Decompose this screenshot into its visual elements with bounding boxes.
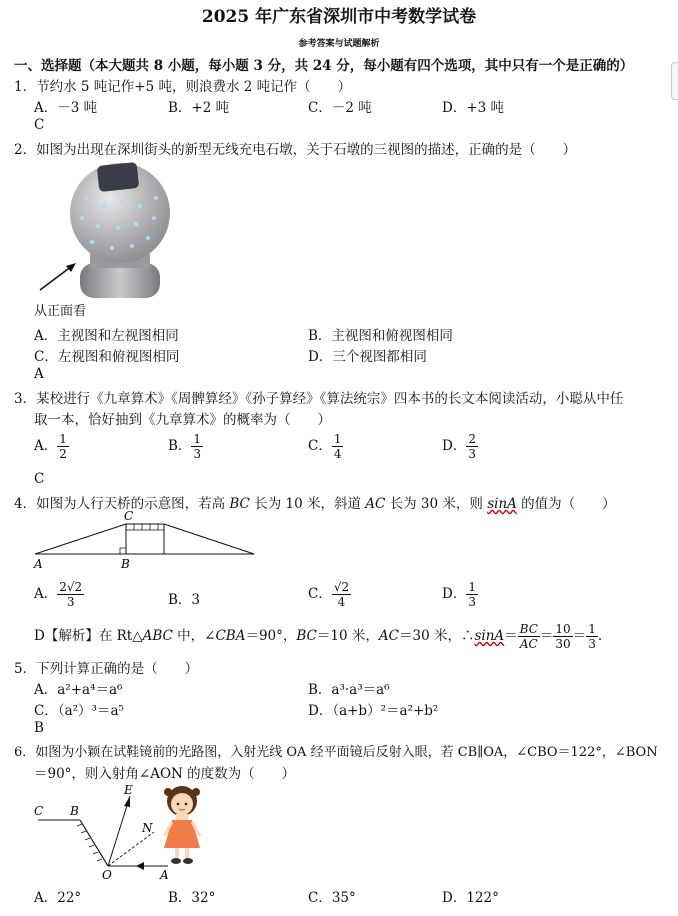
q2-caption: 从正面看: [34, 304, 87, 319]
q2-option-c: C．左视图和俯视图相同: [34, 349, 180, 365]
side-handle[interactable]: [671, 62, 678, 100]
question-3-stem-line1: 3．某校进行《九章算术》《周髀算经》《孙子算经》《算法统宗》四本书的长文本阅读活动，小聪从中任: [14, 391, 624, 407]
label-c2: C: [34, 804, 44, 818]
q4-option-b: B．3: [168, 592, 201, 608]
section-heading: 一、选择题（本大题共 8 小题，每小题 3 分，共 24 分，每小题有四个选项，其中只有一个是正确的）: [14, 58, 634, 74]
q2-option-d: D．三个视图都相同: [308, 349, 427, 365]
page-title: 2025 年广东省深圳市中考数学试卷: [201, 7, 477, 27]
label-e: E: [124, 783, 133, 797]
question-4-stem: 4．如图为人行天桥的示意图，若高 BC 长为 10 米，斜道 AC 长为 30 米，则 sinA 的值为（ ）: [14, 496, 616, 512]
q3-option-a: A． $\frac{1}{2}$: [34, 432, 67, 461]
q4-option-a: A． $\frac{2√2}{3}$: [34, 580, 83, 609]
question-2-stem: 2．如图为出现在深圳街头的新型无线充电石墩，关于石墩的三视图的描述，正确的是（ ）: [14, 142, 577, 158]
bridge-diagram: [30, 508, 260, 570]
q3-option-d: D． $\frac{2}{3}$: [442, 432, 476, 461]
label-o: O: [102, 868, 112, 882]
q2-option-b: B．主视图和俯视图相同: [308, 328, 453, 344]
question-6-stem-line1: 6．如图为小颖在试鞋镜前的光路图，入射光线 OA 经平面镜后反射入眼，若 CB∥OA，∠CBO＝122°，∠BON: [14, 745, 658, 760]
q1-answer: C: [34, 117, 45, 133]
label-c: C: [124, 509, 134, 523]
q6-option-c: C．35°: [308, 890, 356, 906]
stone-pier-image: [32, 158, 182, 318]
label-a2: A: [160, 868, 169, 882]
question-3-stem-line2: 取一本，恰好抽到《九章算术》的概率为（ ）: [34, 412, 331, 428]
question-5-stem: 5．下列计算正确的是（ ）: [14, 661, 199, 677]
q5-option-d: D．（a+b）²＝a²+b²: [308, 703, 439, 719]
q5-option-c: C．（a²）³＝a⁵: [34, 703, 124, 719]
label-b2: B: [70, 804, 79, 818]
question-1-stem: 1．节约水 5 吨记作+5 吨，则浪费水 2 吨记作（ ）: [14, 79, 352, 95]
q4-option-d: D． $\frac{1}{3}$: [442, 580, 476, 609]
q5-option-b: B．a³·a³＝a⁶: [308, 682, 390, 698]
page-subtitle: 参考答案与试题解析: [298, 39, 380, 49]
q5-option-a: A．a²+a⁴＝a⁶: [34, 682, 123, 698]
q3-option-b: B． $\frac{1}{3}$: [168, 432, 202, 461]
q3-option-c: C． $\frac{1}{4}$: [308, 432, 342, 461]
q4-option-c: C． $\frac{√2}{4}$: [308, 580, 350, 609]
q1-option-a: A．－3 吨: [34, 100, 98, 116]
q1-option-c: C．－2 吨: [308, 100, 372, 116]
q3-answer: C: [34, 471, 45, 487]
label-a: A: [34, 557, 43, 570]
q4-solution: D【解析】在 Rt△ABC 中，∠CBA＝90°，BC＝10 米，AC＝30 米，∴sinA＝ $\frac{BC}{AC}$ ＝ $\frac{10}{30}$ ＝ $\frac{1}{3}$ .: [34, 622, 603, 651]
q5-answer: B: [34, 720, 44, 736]
q2-answer: A: [34, 366, 44, 382]
q6-option-b: B．32°: [168, 890, 216, 906]
label-n: N: [142, 821, 153, 835]
question-6-stem-line2: ＝90°，则入射角∠AON 的度数为（ ）: [34, 766, 296, 782]
q2-option-a: A．主视图和左视图相同: [34, 328, 179, 344]
q6-option-a: A．22°: [34, 890, 82, 906]
q1-option-b: B．+2 吨: [168, 100, 230, 116]
q6-option-d: D．122°: [442, 890, 499, 906]
girl-illustration: [158, 784, 206, 866]
label-b: B: [121, 557, 130, 570]
q1-option-d: D．+3 吨: [442, 100, 505, 116]
